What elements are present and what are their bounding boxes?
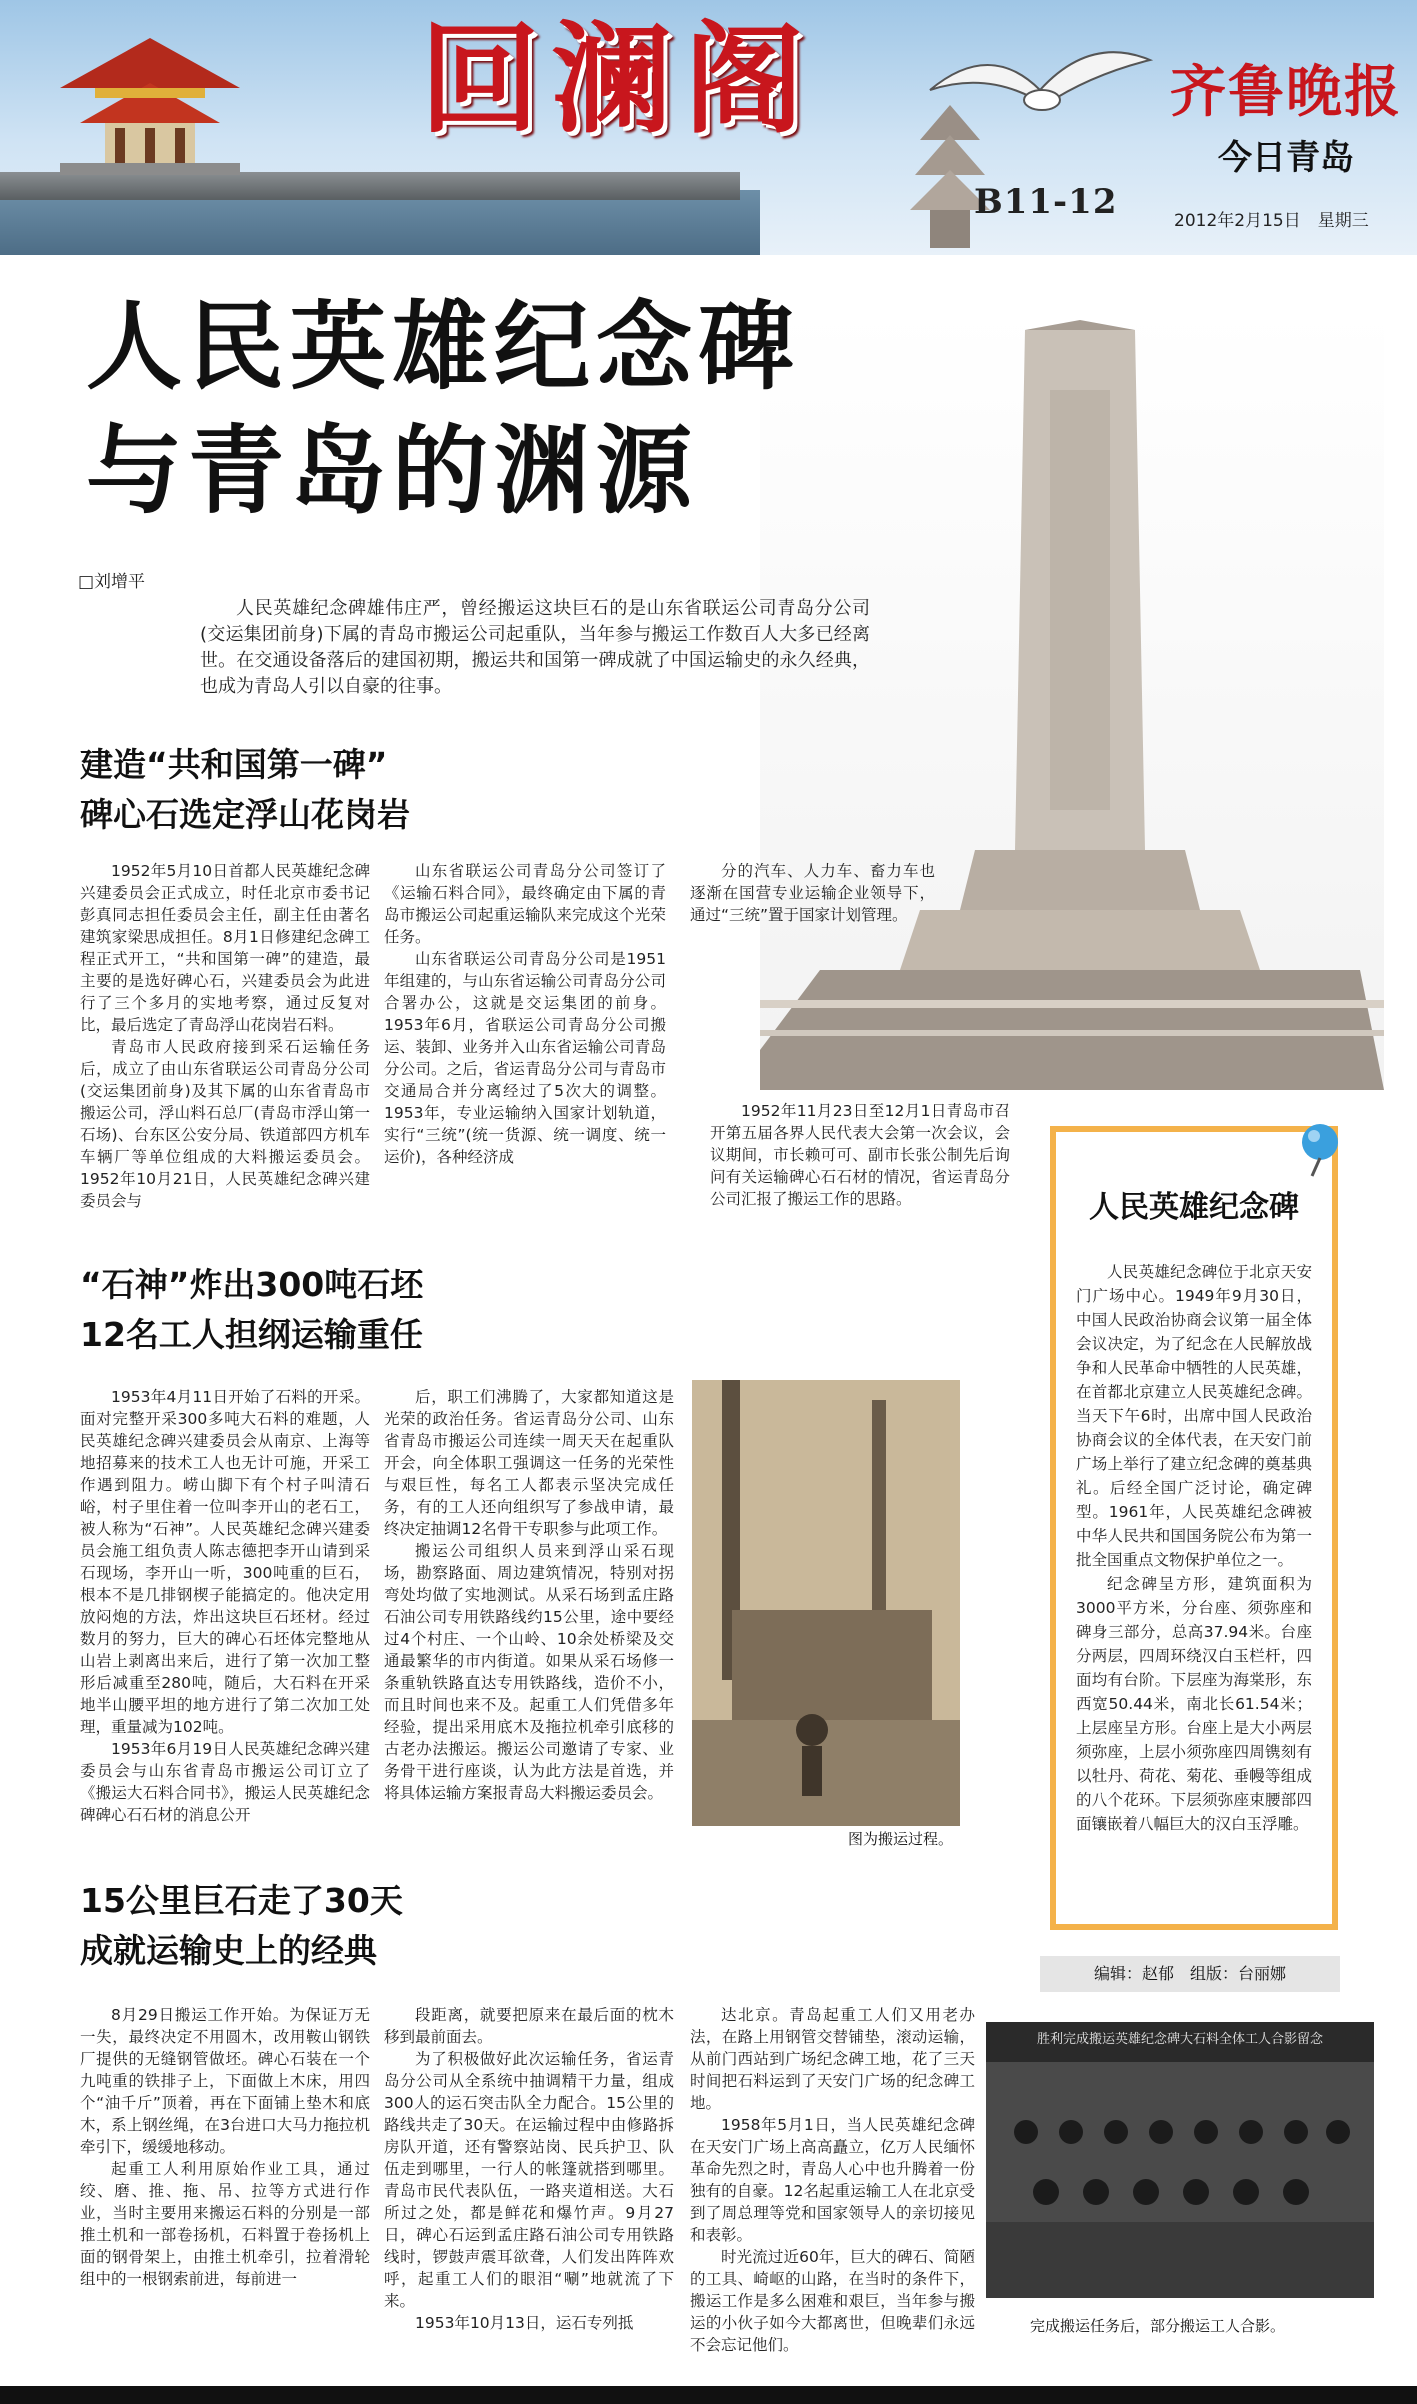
section-1-column-2 bbox=[384, 860, 666, 1168]
edition-name: 今日青岛 bbox=[1218, 138, 1354, 178]
footer-rule bbox=[0, 2386, 1417, 2404]
body-paragraph: 青岛市人民政府接到采石运输任务后，成立了由山东省联运公司青岛分公司(交运集团前身)及其下属的山东省青岛市搬运公司，浮山料石总厂(青岛市浮山第一石场)、台东区公安分局、铁道部四方机车车辆厂等单位组成的大料搬运委员会。1952年10月21日，人民英雄纪念碑兴建委员会与 bbox=[80, 1038, 370, 1210]
page-number: B11-12 bbox=[974, 182, 1118, 222]
sidebar-box bbox=[1050, 1126, 1338, 1930]
byline: □刘增平 bbox=[78, 572, 146, 592]
section-1-column-3b bbox=[710, 1100, 1010, 1210]
body-paragraph: 起重工人利用原始作业工具，通过绞、磨、推、拖、吊、拉等方式进行作业，当时主要用来搬运石料的分别是一部推土机和一部卷扬机，石料置于卷扬机上面的钢骨架上，由推土机牵引，拉着滑轮组中的一根钢索前进，每前进一 bbox=[80, 2160, 370, 2288]
group-photo-caption: 完成搬运任务后，部分搬运工人合影。 bbox=[1030, 2317, 1286, 2335]
body-paragraph: 为了积极做好此次运输任务，省运青岛分公司从全系统中抽调精干力量，组成300人的运石突击队全力配合。15公里的路线共走了30天。在运输过程中由修路拆房队开道，还有警察站岗、民兵护卫、队伍走到哪里，一行人的帐篷就搭到哪里。青岛市民代表队伍，一路夹道相送。大石所过之处，都是鲜花和爆竹声。9月27日，碑心石运到孟庄路石油公司专用铁路线时，锣鼓声震耳欲聋，人们发出阵阵欢呼，起重工人们的眼泪“唰”地就流了下来。 bbox=[384, 2050, 674, 2310]
headline bbox=[86, 285, 946, 533]
section-3-title-line-1: 15公里巨石走了30天 bbox=[80, 1881, 403, 1920]
body-paragraph: 山东省联运公司青岛分公司是1951年组建的，与山东省运输公司青岛分公司合署办公，这就是交运集团的前身。1953年6月，省联运公司青岛分公司搬运、装卸、业务并入山东省运输公司青岛分公司。之后，省运青岛分公司与青岛市交通局合并分离经过了5次大的调整。1953年，专业运输纳入国家计划轨道，实行“三统”(统一货源、统一调度、统一运价)，各种经济成 bbox=[384, 950, 666, 1166]
body-paragraph: 1953年10月13日，运石专列抵 bbox=[415, 2314, 634, 2332]
section-2-column-2 bbox=[384, 1386, 674, 1804]
body-paragraph: 后，职工们沸腾了，大家都知道这是光荣的政治任务。省运青岛分公司、山东省青岛市搬运公司连续一周天天在起重队开会，向全体职工强调这一任务的光荣性与艰巨性，每名工人都表示坚决完成任务，有的工人还向组织写了参战申请，最终决定抽调12名骨干专职参与此项工作。 bbox=[384, 1388, 674, 1538]
section-1-column-3 bbox=[690, 860, 935, 926]
body-paragraph: 1952年5月10日首都人民英雄纪念碑兴建委员会正式成立，时任北京市委书记彭真同志担任委员会主任，副主任由著名建筑家梁思成担任。8月1日修建纪念碑工程正式开工，“共和国第一碑”的建造，最主要的是选好碑心石，兴建委员会为此进行了三个多月的实地考察，通过反复对比，最后选定了青岛浮山花岗岩石料。 bbox=[80, 862, 370, 1034]
section-3-title bbox=[80, 1876, 403, 1976]
sidebar-paragraph: 纪念碑呈方形，建筑面积为3000平方米，分台座、须弥座和碑身三部分，总高37.94米。台座分两层，四周环绕汉白玉栏杆，四面均有台阶。下层座为海棠形，东西宽50.44米，南北长61.54米；上层座呈方形。台座上是大小两层须弥座，上层小须弥座四周镌刻有以牡丹、荷花、菊花、垂幔等组成的八个花环。下层须弥座束腰部四面镶嵌着八幅巨大的汉白玉浮雕。 bbox=[1076, 1575, 1312, 1833]
body-paragraph: 时光流过近60年，巨大的碑石、简陋的工具、崎岖的山路，在当时的条件下，搬运工作是多么困难和艰巨，当年参与搬运的小伙子如今大都离世，但晚辈们永远不会忘记他们。 bbox=[690, 2248, 975, 2354]
section-1-title-line-1: 建造“共和国第一碑” bbox=[80, 745, 388, 784]
body-paragraph: 分的汽车、人力车、畜力车也逐渐在国营专业运输企业领导下，通过“三统”置于国家计划管理。 bbox=[690, 862, 935, 924]
issue-date: 2012年2月15日 星期三 bbox=[1174, 211, 1369, 231]
masthead bbox=[0, 0, 1417, 255]
newspaper-brand: 齐鲁晚报 bbox=[1170, 59, 1402, 125]
group-photo-image bbox=[986, 2022, 1374, 2298]
section-2-title-line-2: 12名工人担纲运输重任 bbox=[80, 1315, 423, 1354]
transport-photo bbox=[692, 1380, 960, 1826]
section-3-column-3 bbox=[690, 2004, 975, 2356]
section-1-title-line-2: 碑心石选定浮山花岗岩 bbox=[80, 795, 410, 834]
sidebar-body bbox=[1076, 1260, 1312, 1836]
headline-line-1: 人民英雄纪念碑 bbox=[86, 291, 800, 403]
body-paragraph: 搬运公司组织人员来到浮山采石现场，勘察路面、周边建筑情况，特别对拐弯处均做了实地测试。从采石场到孟庄路石油公司专用铁路线约15公里，途中要经过4个村庄、一个山岭、10余处桥梁及交通最繁华的市内街道。如果从采石场修一条重轨铁路直达专用铁路线，造价不小，而且时间也来不及。起重工人们凭借多年经验，提出采用底木及拖拉机牵引底移的古老办法搬运。搬运公司邀请了专家、业务骨干进行座谈，认为此方法是首选，并将具体运输方案报青岛大料搬运委员会。 bbox=[384, 1542, 674, 1802]
body-paragraph: 山东省联运公司青岛分公司签订了《运输石料合同》，最终确定由下属的青岛市搬运公司起重运输队来完成这个光荣任务。 bbox=[384, 862, 666, 946]
section-3-column-1 bbox=[80, 2004, 370, 2290]
section-2-title-line-1: “石神”炸出300吨石坯 bbox=[80, 1265, 424, 1304]
body-paragraph: 1952年11月23日至12月1日青岛市召开第五届各界人民代表大会第一次会议，会议期间，市长赖可可、副市长张公制先后询问有关运输碑心石石材的情况，省运青岛分公司汇报了搬运工作的思路。 bbox=[710, 1102, 1010, 1208]
transport-photo-caption: 图为搬运过程。 bbox=[848, 1830, 954, 1848]
body-paragraph: 1953年6月19日人民英雄纪念碑兴建委员会与山东省青岛市搬运公司订立了《搬运大石料合同书》，搬运人民英雄纪念碑碑心石石材的消息公开 bbox=[80, 1740, 370, 1824]
section-3-column-2 bbox=[384, 2004, 674, 2334]
section-1-column-1 bbox=[80, 860, 370, 1212]
body-paragraph: 8月29日搬运工作开始。为保证万无一失，最终决定不用圆木，改用鞍山钢铁厂提供的无缝钢管做坯。碑心石装在一个九吨重的铁排子上，下面做上木床，用四个“油千斤”顶着，再在下面铺上垫木和底木，系上钢丝绳，在3台进口大马力拖拉机牵引下，缓缓地移动。 bbox=[80, 2006, 370, 2156]
section-1-title bbox=[80, 740, 410, 840]
body-paragraph: 1953年4月11日开始了石料的开采。面对完整开采300多吨大石料的难题，人民英雄纪念碑兴建委员会从南京、上海等地招募来的技术工人也无计可施，开采工作遇到阻力。崂山脚下有个村子叫清石峪，村子里住着一位叫李开山的老石工，被人称为“石神”。人民英雄纪念碑兴建委员会施工组负责人陈志德把李开山请到采石现场，李开山一听，300吨重的巨石，根本不是几排钢楔子能搞定的。他决定用放闷炮的方法，炸出这块巨石坯材。经过数月的努力，巨大的碑心石坯体完整地从山岩上剥离出来后，进行了第一次加工整形后减重至280吨，随后，大石料在开采地半山腰平坦的地方进行了第二次加工处理，重量减为102吨。 bbox=[80, 1388, 370, 1736]
pushpin-icon bbox=[1290, 1118, 1350, 1178]
body-paragraph: 1958年5月1日，当人民英雄纪念碑在天安门广场上高高矗立，亿万人民缅怀革命先烈之时，青岛人心中也升腾着一份独有的自豪。12名起重运输工人在北京受到了周总理等党和国家领导人的亲切接见和表彰。 bbox=[690, 2116, 975, 2244]
section-2-column-1 bbox=[80, 1386, 370, 1826]
sidebar-paragraph: 人民英雄纪念碑位于北京天安门广场中心。1949年9月30日，中国人民政治协商会议第一届全体会议决定，为了纪念在人民解放战争和人民革命中牺牲的人民英雄，在首都北京建立人民英雄纪念碑。当天下午6时，出席中国人民政治协商会议的全体代表，在天安门前广场上举行了建立纪念碑的奠基典礼。后经全国广泛讨论，确定碑型。1961年，人民英雄纪念碑被中华人民共和国国务院公布为第一批全国重点文物保护单位之一。 bbox=[1076, 1263, 1312, 1569]
section-3-title-line-2: 成就运输史上的经典 bbox=[80, 1931, 377, 1970]
pagoda-illustration bbox=[890, 100, 1010, 250]
headline-line-2: 与青岛的渊源 bbox=[86, 415, 698, 527]
editor-credits: 编辑：赵郁 组版：台丽娜 bbox=[1040, 1956, 1340, 1992]
lead-paragraph: 人民英雄纪念碑雄伟庄严，曾经搬运这块巨石的是山东省联运公司青岛分公司(交运集团前身)下属的青岛市搬运公司起重队，当年参与搬运工作数百人大多已经离世。在交通设备落后的建国初期，搬运共和国第一碑成就了中国运输史的永久经典，也成为青岛人引以自豪的往事。 bbox=[200, 598, 870, 697]
body-paragraph: 段距离，就要把原来在最后面的枕木移到最前面去。 bbox=[384, 2006, 674, 2046]
body-paragraph: 达北京。青岛起重工人们又用老办法，在路上用钢管交替铺垫，滚动运输，从前门西站到广场纪念碑工地，花了三天时间把石料运到了天安门广场的纪念碑工地。 bbox=[690, 2006, 975, 2112]
column-title: 回澜阁 bbox=[420, 9, 816, 150]
group-photo bbox=[986, 2022, 1374, 2298]
sidebar-title: 人民英雄纪念碑 bbox=[1089, 1190, 1299, 1225]
group-photo-banner: 胜利完成搬运英雄纪念碑大石料全体工人合影留念 bbox=[1036, 2032, 1323, 2047]
section-2-title bbox=[80, 1260, 423, 1360]
pavilion-illustration bbox=[20, 28, 280, 188]
